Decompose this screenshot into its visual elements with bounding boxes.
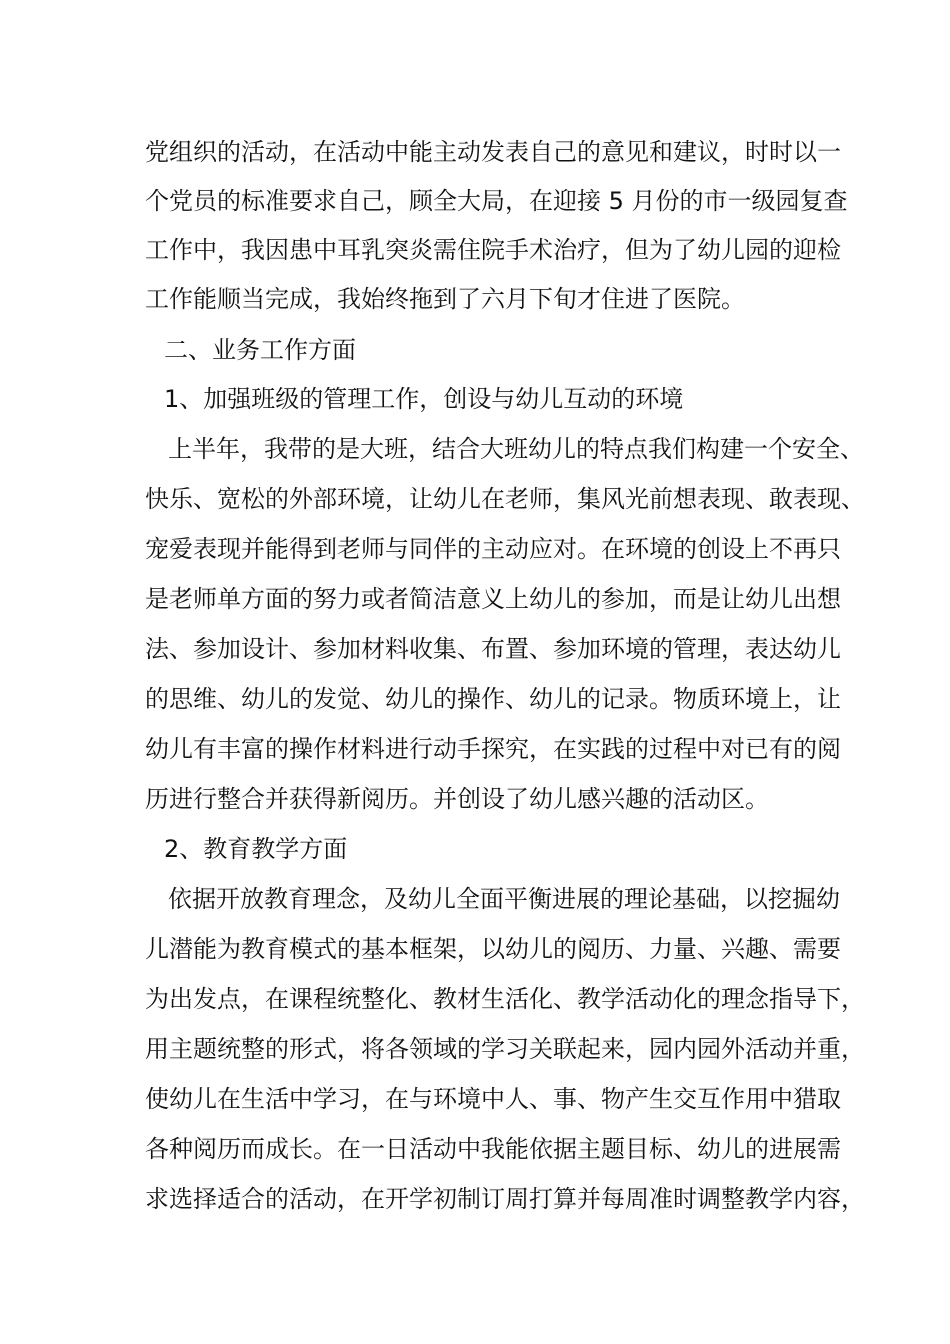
paragraph-line: 快乐、宽松的外部环境，让幼儿在老师，集风光前想表现、敢表现、 — [145, 485, 865, 513]
paragraph-line: 各种阅历而成长。在一日活动中我能依据主题目标、幼儿的进展需 — [145, 1135, 841, 1163]
paragraph-line: 儿潜能为教育模式的基本框架，以幼儿的阅历、力量、兴趣、需要 — [145, 935, 841, 963]
paragraph-line: 幼儿有丰富的操作材料进行动手探究，在实践的过程中对已有的阅 — [145, 735, 841, 763]
subsection-heading: 2、教育教学方面 — [164, 835, 348, 863]
paragraph-line: 法、参加设计、参加材料收集、布置、参加环境的管理，表达幼儿 — [145, 635, 841, 663]
paragraph-line: 历进行整合并获得新阅历。并创设了幼儿感兴趣的活动区。 — [145, 785, 769, 813]
paragraph-line: 是老师单方面的努力或者简洁意义上幼儿的参加，而是让幼儿出想 — [145, 585, 841, 613]
paragraph-line: 宠爱表现并能得到老师与同伴的主动应对。在环境的创设上不再只 — [145, 535, 841, 563]
paragraph-line: 个党员的标准要求自己，顾全大局，在迎接 5 月份的市一级园复查 — [145, 187, 848, 215]
paragraph-line: 工作中，我因患中耳乳突炎需住院手术治疗，但为了幼儿园的迎检 — [145, 236, 841, 264]
paragraph-line: 为出发点，在课程统整化、教材生活化、教学活动化的理念指导下， — [145, 985, 865, 1013]
paragraph-line: 依据开放教育理念，及幼儿全面平衡进展的理论基础，以挖掘幼 — [168, 885, 840, 913]
paragraph-line: 工作能顺当完成，我始终拖到了六月下旬才住进了医院。 — [145, 285, 745, 313]
paragraph-line: 上半年，我带的是大班，结合大班幼儿的特点我们构建一个安全、 — [168, 435, 864, 463]
paragraph-line: 求选择适合的活动，在开学初制订周打算并每周准时调整教学内容， — [145, 1185, 865, 1213]
section-heading: 二、业务工作方面 — [164, 336, 356, 364]
subsection-heading: 1、加强班级的管理工作，创设与幼儿互动的环境 — [164, 385, 684, 413]
paragraph-line: 党组织的活动，在活动中能主动发表自己的意见和建议，时时以一 — [145, 138, 841, 166]
paragraph-line: 使幼儿在生活中学习，在与环境中人、事、物产生交互作用中猎取 — [145, 1085, 841, 1113]
paragraph-line: 用主题统整的形式，将各领域的学习关联起来，园内园外活动并重， — [145, 1035, 865, 1063]
paragraph-line: 的思维、幼儿的发觉、幼儿的操作、幼儿的记录。物质环境上，让 — [145, 685, 841, 713]
